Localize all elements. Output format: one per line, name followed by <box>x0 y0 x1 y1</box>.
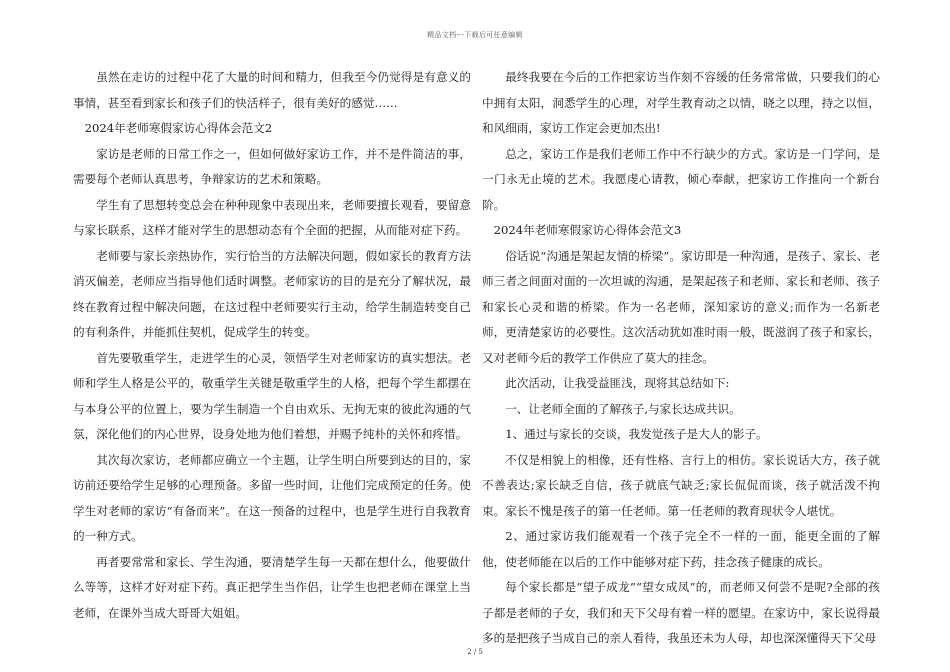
paragraph: 最终我要在今后的工作把家访当作刻不容缓的任务常常做，只要我们的心中拥有太阳，洞悉学生的心理，对学生教育动之以情，晓之以理，持之以恒，和风细雨，家访工作定会更加杰出! <box>482 70 880 135</box>
paragraph: 首先要敬重学生，走进学生的心灵，领悟学生对老师家访的真实想法。老师和学生人格是公平的，敬重学生关键是敬重学生的人格，把每个学生都摆在与本身公平的位置上，要为学生制造一个自由欢乐、无拘无束的彼此沟通的气氛，深化他们的内心世界，设身处地为他们着想，并赐予纯朴的关怀和疼惜。 <box>73 350 471 441</box>
left-column <box>73 65 471 626</box>
section-title: 2024年老师寒假家访心得体会范文2 <box>84 121 273 135</box>
paragraph: 一、让老师全面的了解孩子,与家长达成共识。 <box>505 401 741 416</box>
paragraph: 每个家长都是“望子成龙”“望女成凤”的，而老师又何尝不是呢?全部的孩子都是老师的子女，我们和天下父母有着一样的愿望。在家访中，家长说得最多的是把孩子当成自己的亲人看待，我虽还未为人母，却也深深懂得天下父母 <box>482 580 880 645</box>
paragraph: 此次活动，让我受益匪浅，现将其总结如下: <box>505 376 730 390</box>
paragraph: 总之，家访工作是我们老师工作中不行缺少的方式。家访是一门学问，是一门永无止境的艺术。我愿虔心请教，倾心奉献，把家访工作推向一个新台阶。 <box>482 146 880 212</box>
page-header: 精品文档---下载后可任意编辑 <box>427 31 523 39</box>
page-number: 2 / 5 <box>467 648 483 656</box>
paragraph: 虽然在走访的过程中花了大量的时间和精力，但我至今仍觉得是有意义的事情，甚至看到家长和孩子们的快活样子，很有美好的感觉…… <box>73 70 471 110</box>
paragraph: 老师要与家长亲热协作，实行恰当的方法解决问题，假如家长的教育方法消灭偏差，老师应当指导他们适时调整。老师家访的目的是充分了解状况，最终在教育过程中解决问题，在这过程中老师要实行主动，给学生制造转变自己的有利条件，并能抓住契机，促成学生的转变。 <box>73 248 471 339</box>
paragraph: 不仅是相貌上的相像，还有性格、言行上的相仿。家长说话大方，孩子就不善表达;家长缺乏自信，孩子就底气缺乏;家长侃侃而谈，孩子就活泼不拘束。家长不愧是孩子的第一任老师。第一任老师的教育现状令人堪忧。 <box>482 452 880 518</box>
paragraph: 1、通过与家长的交谈，我发觉孩子是大人的影子。 <box>505 427 768 441</box>
paragraph: 其次每次家访，老师都应确立一个主题，让学生明白所要到达的目的，家访前还要给学生足够的心理预备。多留一些时间，让他们完成预定的任务。使学生对老师的家访“有备而来”。在这一预备的过程中，也是学生进行自我教育的一种方式。 <box>73 452 471 543</box>
paragraph: 学生有了思想转变总会在种种现象中表现出来，老师要擅长观看，要留意与家长联系，这样才能对学生的思想动态有个全面的把握，从而能对症下药。 <box>73 197 471 237</box>
paragraph: 再者要常常和家长、学生沟通，要清楚学生每一天都在想什么，他要做什么等等，这样才好对症下药。真正把学生当作侣，让学生也把老师在课堂上当老师，在课外当成大哥哥大姐姐。 <box>73 554 471 620</box>
paragraph: 俗话说“沟通是架起友情的桥梁”。家访即是一种沟通，是孩子、家长、老师三者之间面对面的一次坦诚的沟通，是架起孩子和老师、家长和老师、孩子和家长心灵和谐的桥梁。作为一名老师，深知家访的意义;而作为一名新老师，更清楚家访的必要性。这次活动犹如准时雨一般，既滋润了孩子和家长，又对老师今后的教学工作供应了莫大的挂念。 <box>482 248 880 365</box>
section-title: 2024年老师寒假家访心得体会范文3 <box>493 223 682 237</box>
paragraph: 2、通过家访我们能观看一个孩子完全不一样的一面，能更全面的了解他，使老师能在以后的工作中能够对症下药，挂念孩子健康的成长。 <box>482 529 880 569</box>
paragraph: 家访是老师的日常工作之一，但如何做好家访工作，并不是件简洁的事，需要每个老师认真思考，争辩家访的艺术和策略。 <box>73 146 471 186</box>
right-column <box>482 65 880 652</box>
